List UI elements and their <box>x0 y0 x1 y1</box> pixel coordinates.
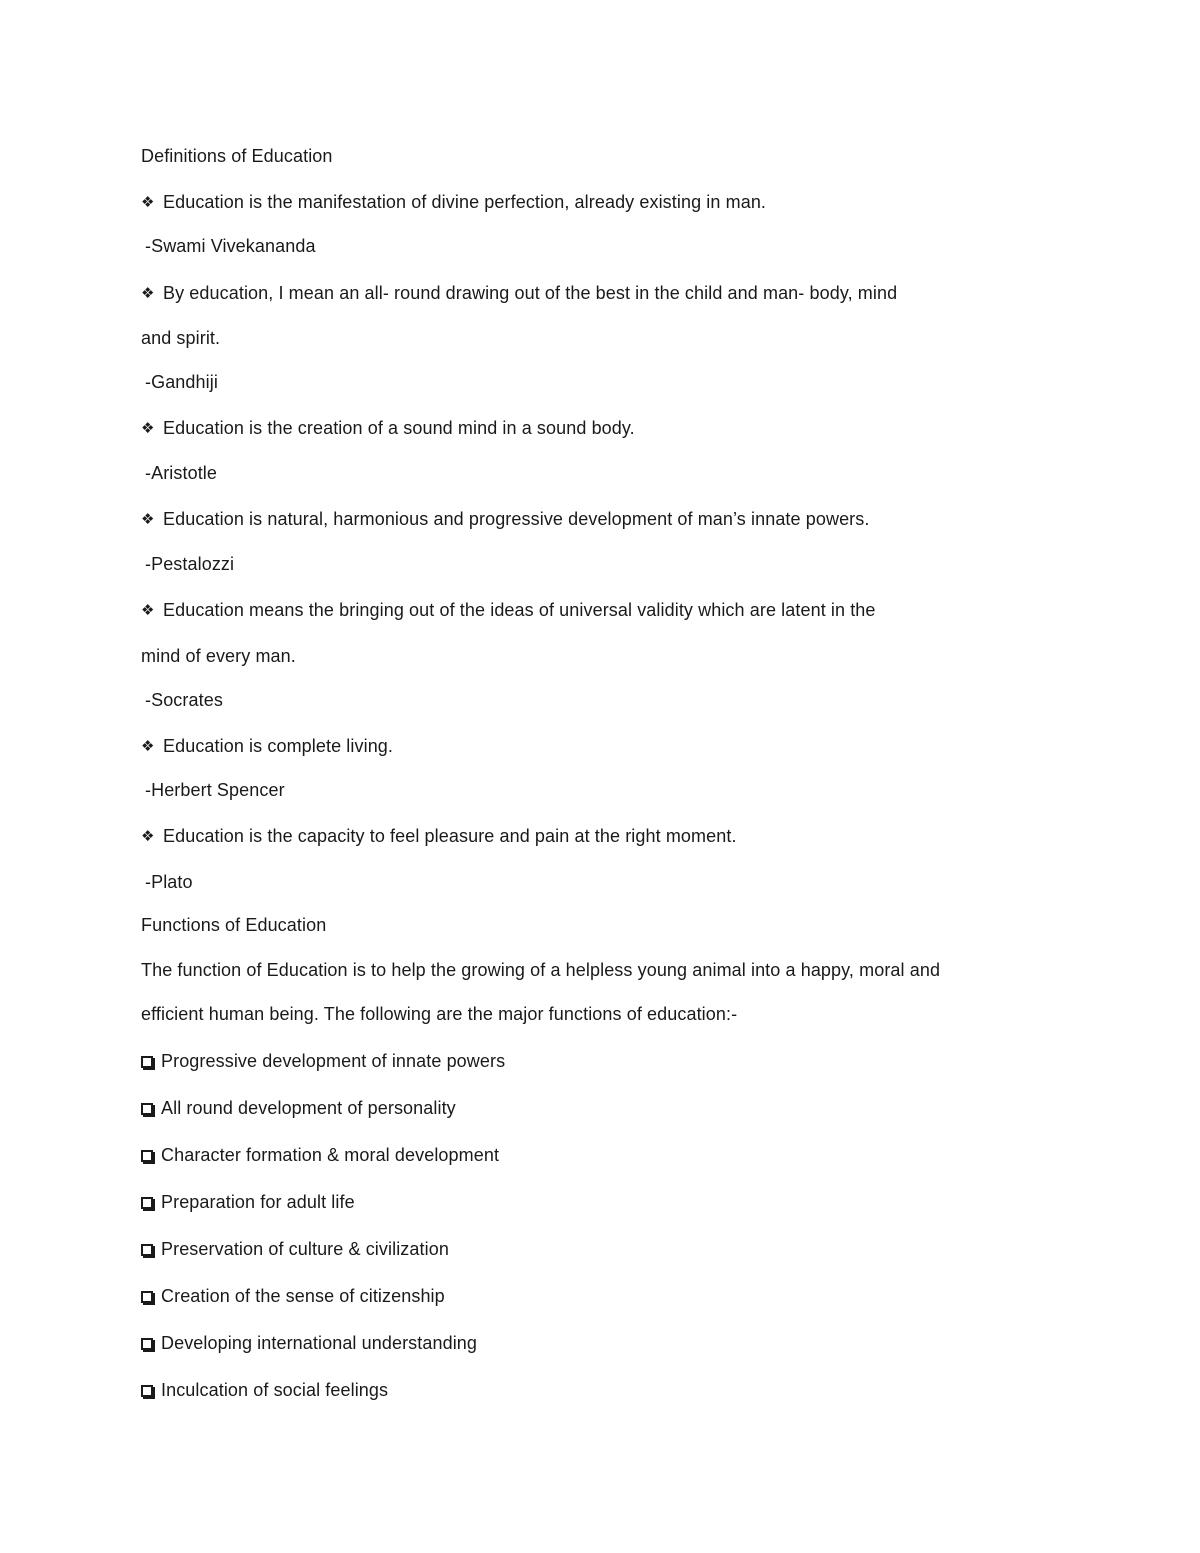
definition-attribution: -Plato <box>145 872 193 892</box>
definition-attribution: -Swami Vivekananda <box>145 236 316 256</box>
function-text: Progressive development of innate powers <box>161 1051 506 1071</box>
function-text: Preparation for adult life <box>161 1192 355 1212</box>
definition-attribution: -Socrates <box>145 690 223 710</box>
definitions-heading: Definitions of Education <box>141 146 333 166</box>
diamond-bullet-icon: ❖ <box>141 602 155 619</box>
checkbox-bullet-icon <box>141 1056 153 1068</box>
function-text: Developing international understanding <box>161 1333 478 1353</box>
function-list-item <box>141 1379 388 1401</box>
definition-item <box>141 599 876 622</box>
definition-item <box>141 825 737 848</box>
diamond-bullet-icon: ❖ <box>141 194 155 211</box>
functions-intro-continued: efficient human being. The following are the major functions of education:- <box>141 1004 738 1024</box>
definition-text: Education is the creation of a sound mind in a sound body. <box>163 418 635 438</box>
diamond-bullet-icon: ❖ <box>141 285 155 302</box>
checkbox-bullet-icon <box>141 1103 153 1115</box>
definition-text: By education, I mean an all- round drawing out of the best in the child and man- body, mind <box>163 283 898 303</box>
definition-attribution: -Aristotle <box>145 463 218 483</box>
function-text: Character formation & moral development <box>161 1145 500 1165</box>
diamond-bullet-icon: ❖ <box>141 738 155 755</box>
function-text: Preservation of culture & civilization <box>161 1239 449 1259</box>
definition-text: Education means the bringing out of the ideas of universal validity which are latent in the <box>163 600 876 620</box>
function-text: Inculcation of social feelings <box>161 1380 389 1400</box>
definition-item <box>141 417 635 440</box>
definition-attribution: -Herbert Spencer <box>145 780 285 800</box>
checkbox-bullet-icon <box>141 1385 153 1397</box>
definition-text: Education is the manifestation of divine perfection, already existing in man. <box>163 192 767 212</box>
function-list-item <box>141 1332 477 1354</box>
checkbox-bullet-icon <box>141 1291 153 1303</box>
checkbox-bullet-icon <box>141 1150 153 1162</box>
definition-text-continued: and spirit. <box>141 328 221 348</box>
checkbox-bullet-icon <box>141 1197 153 1209</box>
function-list-item <box>141 1097 456 1119</box>
definition-item <box>141 191 766 214</box>
function-list-item <box>141 1050 505 1072</box>
definition-item <box>141 282 897 305</box>
diamond-bullet-icon: ❖ <box>141 828 155 845</box>
function-list-item <box>141 1144 499 1166</box>
function-text: Creation of the sense of citizenship <box>161 1286 445 1306</box>
functions-intro: The function of Education is to help the growing of a helpless young animal into a happy, moral and <box>141 960 941 980</box>
definition-item <box>141 508 869 531</box>
definition-text-continued: mind of every man. <box>141 646 296 666</box>
checkbox-bullet-icon <box>141 1244 153 1256</box>
checkbox-bullet-icon <box>141 1338 153 1350</box>
definition-text: Education is natural, harmonious and progressive development of man’s innate powers. <box>163 509 870 529</box>
function-list-item <box>141 1191 355 1213</box>
functions-heading: Functions of Education <box>141 915 327 935</box>
definition-attribution: -Gandhiji <box>145 372 218 392</box>
function-list-item <box>141 1238 449 1260</box>
function-list-item <box>141 1285 445 1307</box>
definition-attribution: -Pestalozzi <box>145 554 235 574</box>
diamond-bullet-icon: ❖ <box>141 420 155 437</box>
definition-text: Education is complete living. <box>163 736 394 756</box>
definition-item <box>141 735 393 758</box>
function-text: All round development of personality <box>161 1098 456 1118</box>
diamond-bullet-icon: ❖ <box>141 511 155 528</box>
definition-text: Education is the capacity to feel pleasure and pain at the right moment. <box>163 826 737 846</box>
